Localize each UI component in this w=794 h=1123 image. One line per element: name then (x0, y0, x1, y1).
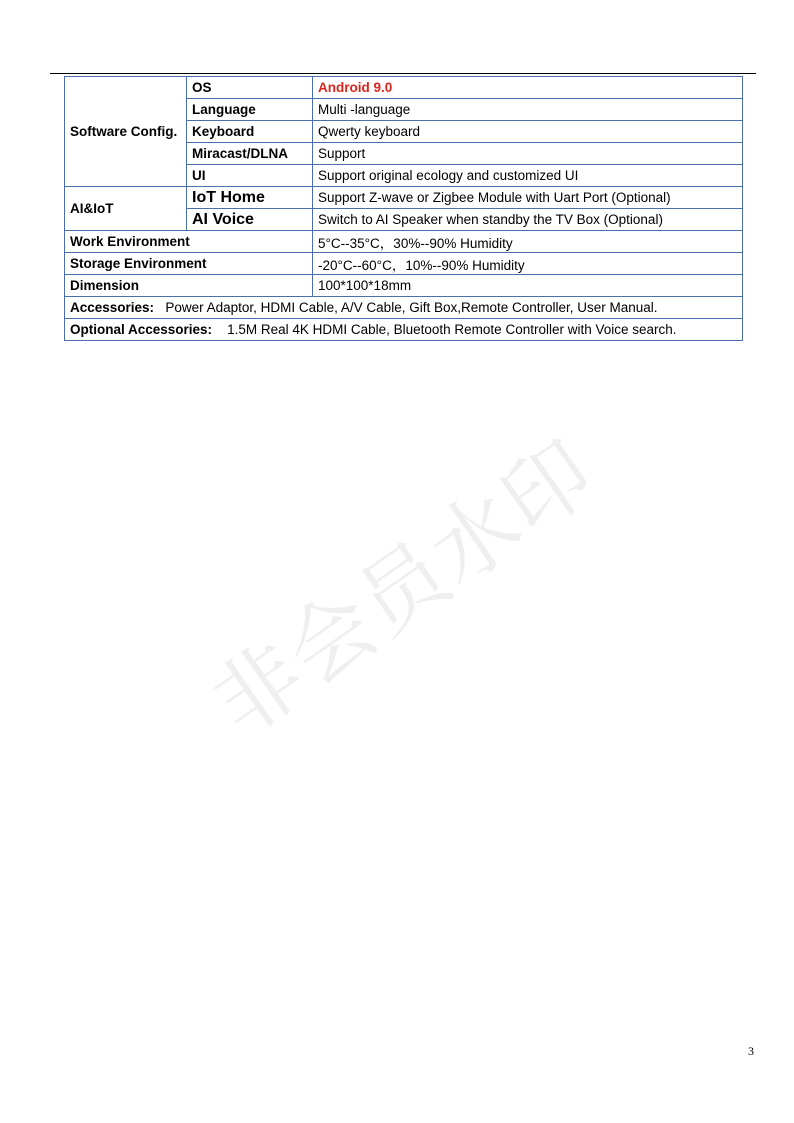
aiot-label: AI&IoT (65, 187, 187, 231)
accessories-label: Accessories: (70, 300, 155, 315)
spec-key: AI Voice (187, 209, 313, 231)
work-environment-label: Work Environment (65, 231, 313, 253)
spec-value: Switch to AI Speaker when standby the TV Box (Optional) (313, 209, 743, 231)
spec-table (64, 76, 743, 341)
table-row (65, 77, 743, 99)
storage-environment-label: Storage Environment (65, 253, 313, 275)
table-row (65, 253, 743, 275)
table-row (65, 319, 743, 341)
table-row (65, 231, 743, 253)
work-environment-value: 5°C--35°C，30%--90% Humidity (313, 231, 743, 253)
table-row (65, 187, 743, 209)
optional-accessories-cell (65, 319, 743, 341)
spec-value: Android 9.0 (313, 77, 743, 99)
spec-value: Multi -language (313, 99, 743, 121)
dimension-label: Dimension (65, 275, 313, 297)
spec-value: Support Z-wave or Zigbee Module with Uart Port (Optional) (313, 187, 743, 209)
storage-environment-value: -20°C--60°C，10%--90% Humidity (313, 253, 743, 275)
optional-accessories-label: Optional Accessories: (70, 322, 213, 337)
spec-key: UI (187, 165, 313, 187)
dimension-value: 100*100*18mm (313, 275, 743, 297)
watermark: 非会员水印 (195, 421, 614, 756)
table-row (65, 297, 743, 319)
page-number: 3 (748, 1044, 754, 1058)
header-rule (50, 73, 756, 74)
accessories-value: Power Adaptor, HDMI Cable, A/V Cable, Gift Box,Remote Controller, User Manual. (165, 300, 658, 315)
spec-key: Miracast/DLNA (187, 143, 313, 165)
spec-key: OS (187, 77, 313, 99)
software-config-label: Software Config. (65, 77, 187, 187)
table-row (65, 275, 743, 297)
optional-accessories-value: 1.5M Real 4K HDMI Cable, Bluetooth Remote Controller with Voice search. (227, 322, 677, 337)
spec-key: IoT Home (187, 187, 313, 209)
accessories-cell (65, 297, 743, 319)
spec-key: Language (187, 99, 313, 121)
spec-value: Support original ecology and customized UI (313, 165, 743, 187)
spec-value: Support (313, 143, 743, 165)
spec-value: Qwerty keyboard (313, 121, 743, 143)
spec-key: Keyboard (187, 121, 313, 143)
